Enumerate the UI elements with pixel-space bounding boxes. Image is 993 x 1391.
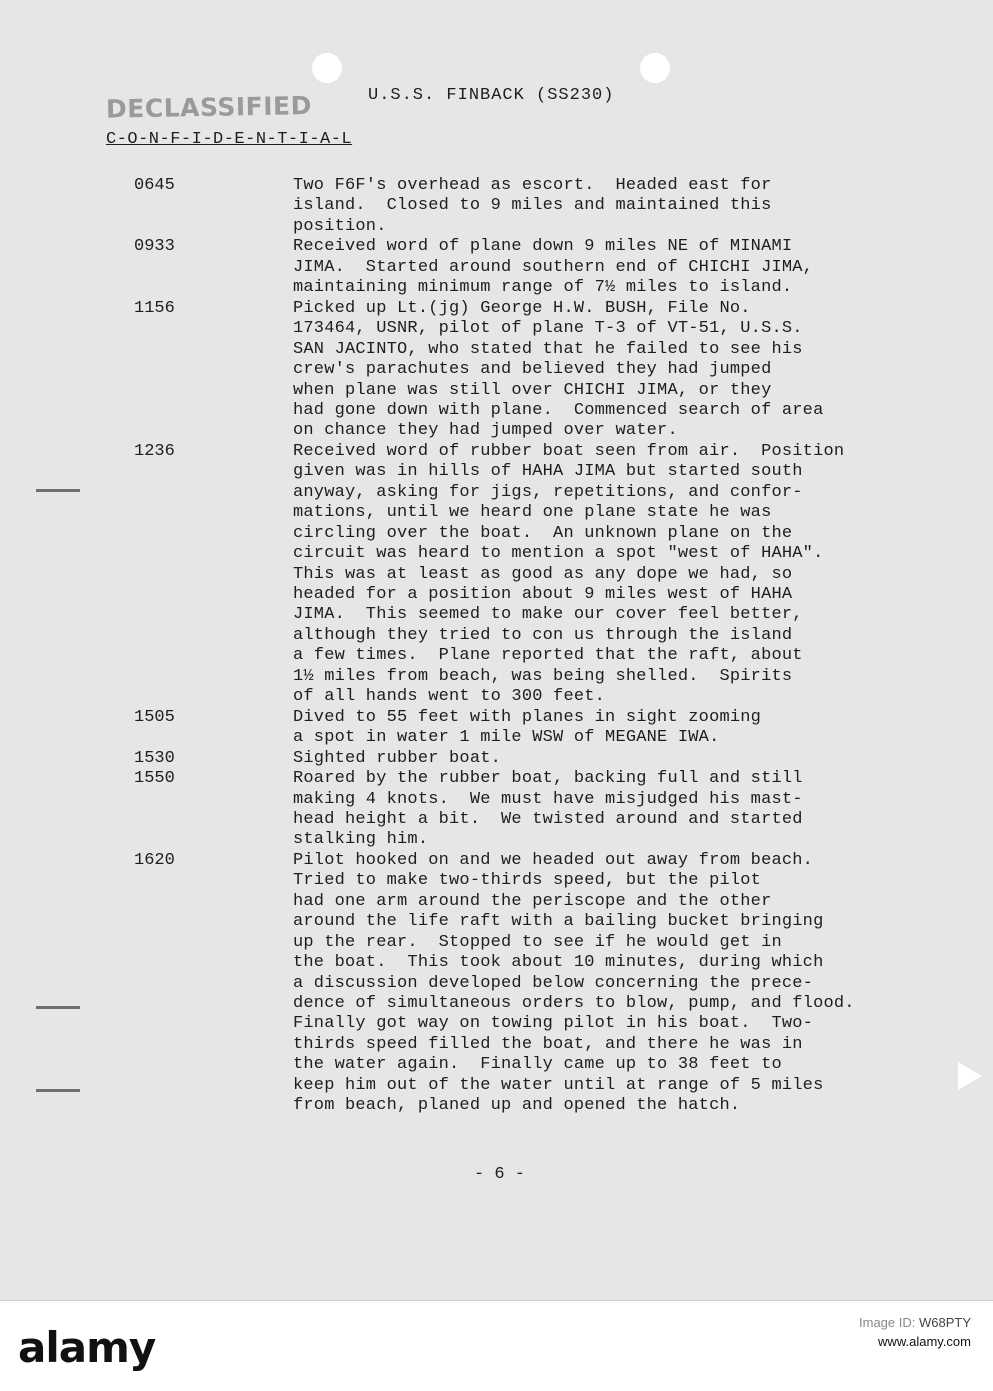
entry-time: 1550: [134, 769, 175, 789]
margin-mark: [36, 1089, 80, 1092]
entry-time: 0933: [134, 237, 175, 257]
entry-line: Picked up Lt.(jg) George H.W. BUSH, File No.: [293, 298, 751, 318]
entry-line: the boat. This took about 10 minutes, during which: [293, 953, 824, 973]
entry-line: maintaining minimum range of 7½ miles to island.: [293, 278, 793, 298]
site-url[interactable]: www.alamy.com: [878, 1334, 971, 1349]
entry-line: circuit was heard to mention a spot "west of HAHA".: [293, 544, 824, 564]
brand-logo[interactable]: alamy: [18, 1323, 156, 1372]
entry-line: when plane was still over CHICHI JIMA, or they: [293, 380, 772, 400]
entry-line: the water again. Finally came up to 38 feet to: [293, 1055, 782, 1075]
entry-line: Roared by the rubber boat, backing full and still: [293, 769, 803, 789]
entry-line: This was at least as good as any dope we had, so: [293, 564, 793, 584]
entry-time: 1236: [134, 441, 175, 461]
entry-line: anyway, asking for jigs, repetitions, and confor-: [293, 482, 803, 502]
entry-line: mations, until we heard one plane state he was: [293, 503, 772, 523]
declassified-stamp: DECLASSIFIED: [105, 91, 313, 124]
entry-line: making 4 knots. We must have misjudged his mast-: [293, 789, 803, 809]
entry-line: had gone down with plane. Commenced search of area: [293, 400, 824, 420]
entry-line: Finally got way on towing pilot in his boat. Two-: [293, 1014, 814, 1034]
entry-line: SAN JACINTO, who stated that he failed to see his: [293, 339, 803, 359]
entry-line: although they tried to con us through the island: [293, 625, 793, 645]
margin-mark: [36, 489, 80, 492]
entry-time: 1620: [134, 850, 175, 870]
entry-line: Received word of rubber boat seen from air. Position: [293, 441, 845, 461]
image-id: W68PTY: [918, 1315, 971, 1330]
entry-line: of all hands went to 300 feet.: [293, 687, 606, 707]
entry-line: dence of simultaneous orders to blow, pump, and flood.: [293, 994, 855, 1013]
entry-line: JIMA. This seemed to make our cover feel better,: [293, 605, 803, 625]
image-id-label: Image ID:: [859, 1315, 916, 1330]
entry-line: on chance they had jumped over water.: [293, 421, 678, 441]
entry-line: JIMA. Started around southern end of CHICHI JIMA,: [293, 257, 814, 277]
entry-line: had one arm around the periscope and the other: [293, 891, 772, 911]
entry-line: a discussion developed below concerning the prece-: [293, 973, 814, 993]
entry-line: given was in hills of HAHA JIMA but started south: [293, 462, 803, 482]
entry-line: headed for a position about 9 miles west of HAHA: [293, 585, 793, 604]
entry-time: 1505: [134, 707, 175, 727]
entry-line: 173464, USNR, pilot of plane T-3 of VT-51, U.S.S.: [293, 319, 803, 339]
entry-line: up the rear. Stopped to see if he would get in: [293, 932, 782, 952]
entry-line: circling over the boat. An unknown plane on the: [293, 523, 793, 543]
stock-footer: [0, 1300, 993, 1391]
entry-line: Two F6F's overhead as escort. Headed east for: [293, 176, 772, 195]
entry-line: around the life raft with a bailing bucket bringing: [293, 912, 824, 932]
torn-edge: [958, 1062, 982, 1090]
entry-time: 0645: [134, 176, 175, 195]
image-info: [859, 1313, 971, 1351]
punch-hole-right: [640, 53, 670, 83]
entry-line: stalking him.: [293, 830, 429, 850]
entry-line: Pilot hooked on and we headed out away from beach.: [293, 850, 814, 870]
classification-line: C-O-N-F-I-D-E-N-T-I-A-L: [106, 130, 353, 149]
entry-line: position.: [293, 216, 387, 236]
entry-line: Received word of plane down 9 miles NE of MINAMI: [293, 237, 793, 257]
punch-hole-left: [312, 53, 342, 83]
entry-line: crew's parachutes and believed they had jumped: [293, 360, 772, 380]
entry-line: Tried to make two-thirds speed, but the pilot: [293, 871, 762, 891]
entry-line: head height a bit. We twisted around and started: [293, 809, 803, 829]
entry-line: Sighted rubber boat.: [293, 748, 502, 768]
entry-line: Dived to 55 feet with planes in sight zooming: [293, 707, 762, 727]
entry-line: a spot in water 1 mile WSW of MEGANE IWA.: [293, 728, 720, 748]
entry-time: 1530: [134, 748, 175, 768]
entry-time: 1156: [134, 298, 175, 318]
entry-line: keep him out of the water until at range of 5 miles: [293, 1075, 824, 1095]
entry-line: from beach, planed up and opened the hatch.: [293, 1096, 741, 1116]
margin-mark: [36, 1006, 80, 1009]
page-number: - 6 -: [474, 1165, 526, 1184]
entry-line: island. Closed to 9 miles and maintained this: [293, 196, 772, 216]
entry-line: 1½ miles from beach, was being shelled. Spirits: [293, 666, 793, 686]
entry-line: a few times. Plane reported that the raft, about: [293, 646, 803, 666]
ship-title: U.S.S. FINBACK (SS230): [368, 86, 615, 105]
entry-line: thirds speed filled the boat, and there he was in: [293, 1034, 803, 1054]
